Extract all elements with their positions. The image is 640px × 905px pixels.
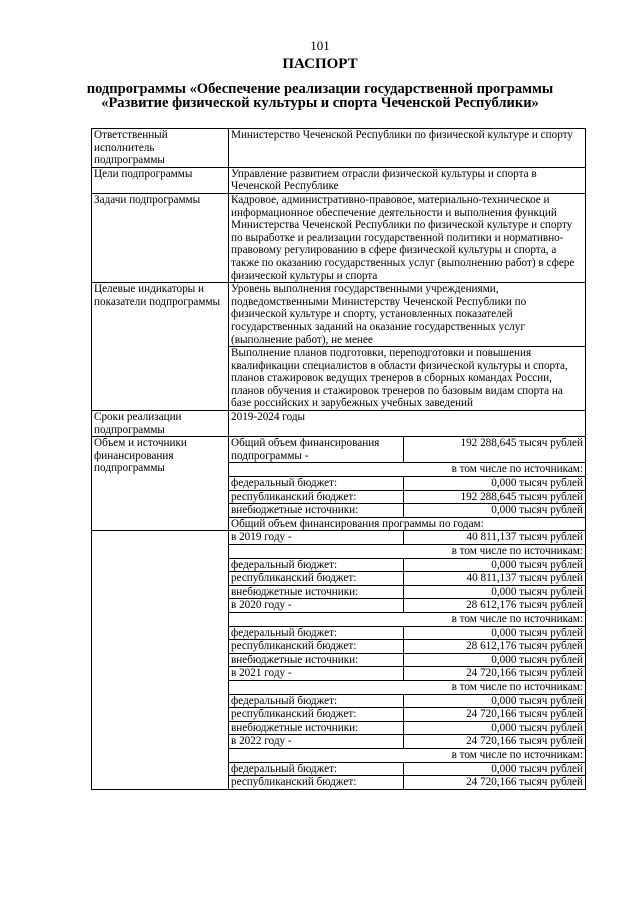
indicators-value-2: Выполнение планов подготовки, переподготовки и повышения квалификации специалистов в области физической культуры и спорта, планов стажировок ведущих тренеров в сборных командах России, планов обучения и стажировок тренеров по базовым видам спорта на базе российских и зарубежных учебных заведений (229, 347, 586, 411)
tasks-label: Задачи подпрограммы (92, 193, 229, 282)
year-value: 28 612,176 тысяч рублей (404, 599, 586, 613)
year-sources-header: в том числе по источникам: (229, 748, 585, 762)
row-financing (92, 437, 586, 531)
row-terms (92, 411, 586, 437)
year-label: в 2020 году - (229, 599, 404, 613)
year-sources-row (229, 612, 585, 626)
terms-value: 2019-2024 годы (229, 411, 586, 437)
year-republic-label: республиканский бюджет: (229, 708, 404, 722)
tasks-value: Кадровое, административно-правовое, материально-техническое и информационное обеспечение деятельности и выполнения функций Министерства Чеченской Республики по физической культуре и спорту по выработке и реализации государственной политики и нормативно-правовому регулированию в сфере физической культуры и спорта, а также по оказанию государственных услуг (выполнению работ) в сфере физической культуры и спорта (229, 193, 586, 282)
year-row (229, 599, 585, 613)
year-republic-label: республиканский бюджет: (229, 572, 404, 586)
row-indicators-1 (92, 283, 586, 347)
year-label: в 2019 году - (229, 531, 404, 544)
fin-by-years-header: Общий объем финансирования программы по годам: (229, 517, 585, 530)
fin-sources-header: в том числе по источникам: (229, 463, 585, 477)
year-offbudget-value: 0,000 тысяч рублей (404, 721, 586, 735)
year-row (229, 735, 585, 749)
terms-label: Сроки реализации подпрограммы (92, 411, 229, 437)
fin-federal-value: 0,000 тысяч рублей (404, 477, 586, 491)
year-federal-value: 0,000 тысяч рублей (404, 694, 586, 708)
subtitle-line-2: «Развитие физической культуры и спорта Чеченской Республики» (101, 95, 539, 111)
year-republic-label: республиканский бюджет: (229, 776, 404, 789)
year-federal-value: 0,000 тысяч рублей (404, 762, 586, 776)
year-federal-row (229, 762, 585, 776)
year-republic-value: 24 720,166 тысяч рублей (404, 708, 586, 722)
year-value: 24 720,166 тысяч рублей (404, 735, 586, 749)
year-offbudget-row (229, 721, 585, 735)
page-number: 101 (310, 38, 330, 53)
fin-offbudget-label: внебюджетные источники: (229, 504, 404, 518)
years-table (229, 531, 585, 788)
year-offbudget-label: внебюджетные источники: (229, 585, 404, 599)
financing-label: Объем и источники финансирования подпрограммы (92, 437, 229, 531)
fin-federal-row (229, 477, 585, 491)
year-federal-value: 0,000 тысяч рублей (404, 626, 586, 640)
fin-sources-header-row (229, 463, 585, 477)
indicators-label: Целевые индикаторы и показатели подпрограммы (92, 283, 229, 411)
year-republic-row (229, 708, 585, 722)
year-offbudget-row (229, 585, 585, 599)
executor-value: Министерство Чеченской Республики по физической культуре и спорту (229, 129, 586, 168)
year-republic-value: 24 720,166 тысяч рублей (404, 776, 586, 789)
year-federal-label: федеральный бюджет: (229, 762, 404, 776)
fin-total-value: 192 288,645 тысяч рублей (404, 437, 586, 463)
year-republic-row (229, 776, 585, 789)
goals-label: Цели подпрограммы (92, 167, 229, 193)
financing-table (229, 437, 585, 530)
row-years (92, 531, 586, 789)
year-offbudget-value: 0,000 тысяч рублей (404, 585, 586, 599)
year-sources-header: в том числе по источникам: (229, 545, 585, 559)
year-federal-label: федеральный бюджет: (229, 558, 404, 572)
year-offbudget-value: 0,000 тысяч рублей (404, 653, 586, 667)
year-sources-row (229, 680, 585, 694)
year-federal-row (229, 694, 585, 708)
row-executor (92, 129, 586, 168)
year-value: 40 811,137 тысяч рублей (404, 531, 586, 544)
year-republic-row (229, 640, 585, 654)
fin-offbudget-value: 0,000 тысяч рублей (404, 504, 586, 518)
fin-republic-row (229, 490, 585, 504)
year-sources-header: в том числе по источникам: (229, 612, 585, 626)
year-sources-header: в том числе по источникам: (229, 680, 585, 694)
year-sources-row (229, 545, 585, 559)
year-offbudget-label: внебюджетные источники: (229, 653, 404, 667)
fin-by-years-header-row (229, 517, 585, 530)
goals-value: Управление развитием отрасли физической культуры и спорта в Чеченской Республике (229, 167, 586, 193)
year-label: в 2022 году - (229, 735, 404, 749)
subtitle-line-1: подпрограммы «Обеспечение реализации государственной программы (86, 81, 554, 97)
year-federal-row (229, 558, 585, 572)
years-cell (229, 531, 586, 789)
year-federal-label: федеральный бюджет: (229, 694, 404, 708)
year-value: 24 720,166 тысяч рублей (404, 667, 586, 681)
row-tasks (92, 193, 586, 282)
year-republic-row (229, 572, 585, 586)
year-row (229, 531, 585, 544)
row-goals (92, 167, 586, 193)
fin-offbudget-row (229, 504, 585, 518)
page-title: ПАСПОРТ (282, 56, 358, 72)
year-federal-label: федеральный бюджет: (229, 626, 404, 640)
year-republic-value: 28 612,176 тысяч рублей (404, 640, 586, 654)
year-federal-row (229, 626, 585, 640)
year-sources-row (229, 748, 585, 762)
year-offbudget-label: внебюджетные источники: (229, 721, 404, 735)
year-offbudget-row (229, 653, 585, 667)
year-label: в 2021 году - (229, 667, 404, 681)
fin-republic-value: 192 288,645 тысяч рублей (404, 490, 586, 504)
fin-federal-label: федеральный бюджет: (229, 477, 404, 491)
financing-cell (229, 437, 586, 531)
year-republic-value: 40 811,137 тысяч рублей (404, 572, 586, 586)
fin-republic-label: республиканский бюджет: (229, 490, 404, 504)
year-row (229, 667, 585, 681)
fin-total-row (229, 437, 585, 463)
indicators-value-1: Уровень выполнения государственными учреждениями, подведомственными Министерству Чеченской Республики по физической культуре и спорту, установленных показателей государственных заданий на оказание государственных услуг (выполнение работ), не менее (229, 283, 586, 347)
year-republic-label: республиканский бюджет: (229, 640, 404, 654)
executor-label: Ответственный исполнитель подпрограммы (92, 129, 229, 168)
year-federal-value: 0,000 тысяч рублей (404, 558, 586, 572)
passport-table (91, 128, 586, 790)
fin-total-label: Общий объем финансирования подпрограммы - (229, 437, 404, 463)
years-label-empty (92, 531, 229, 789)
